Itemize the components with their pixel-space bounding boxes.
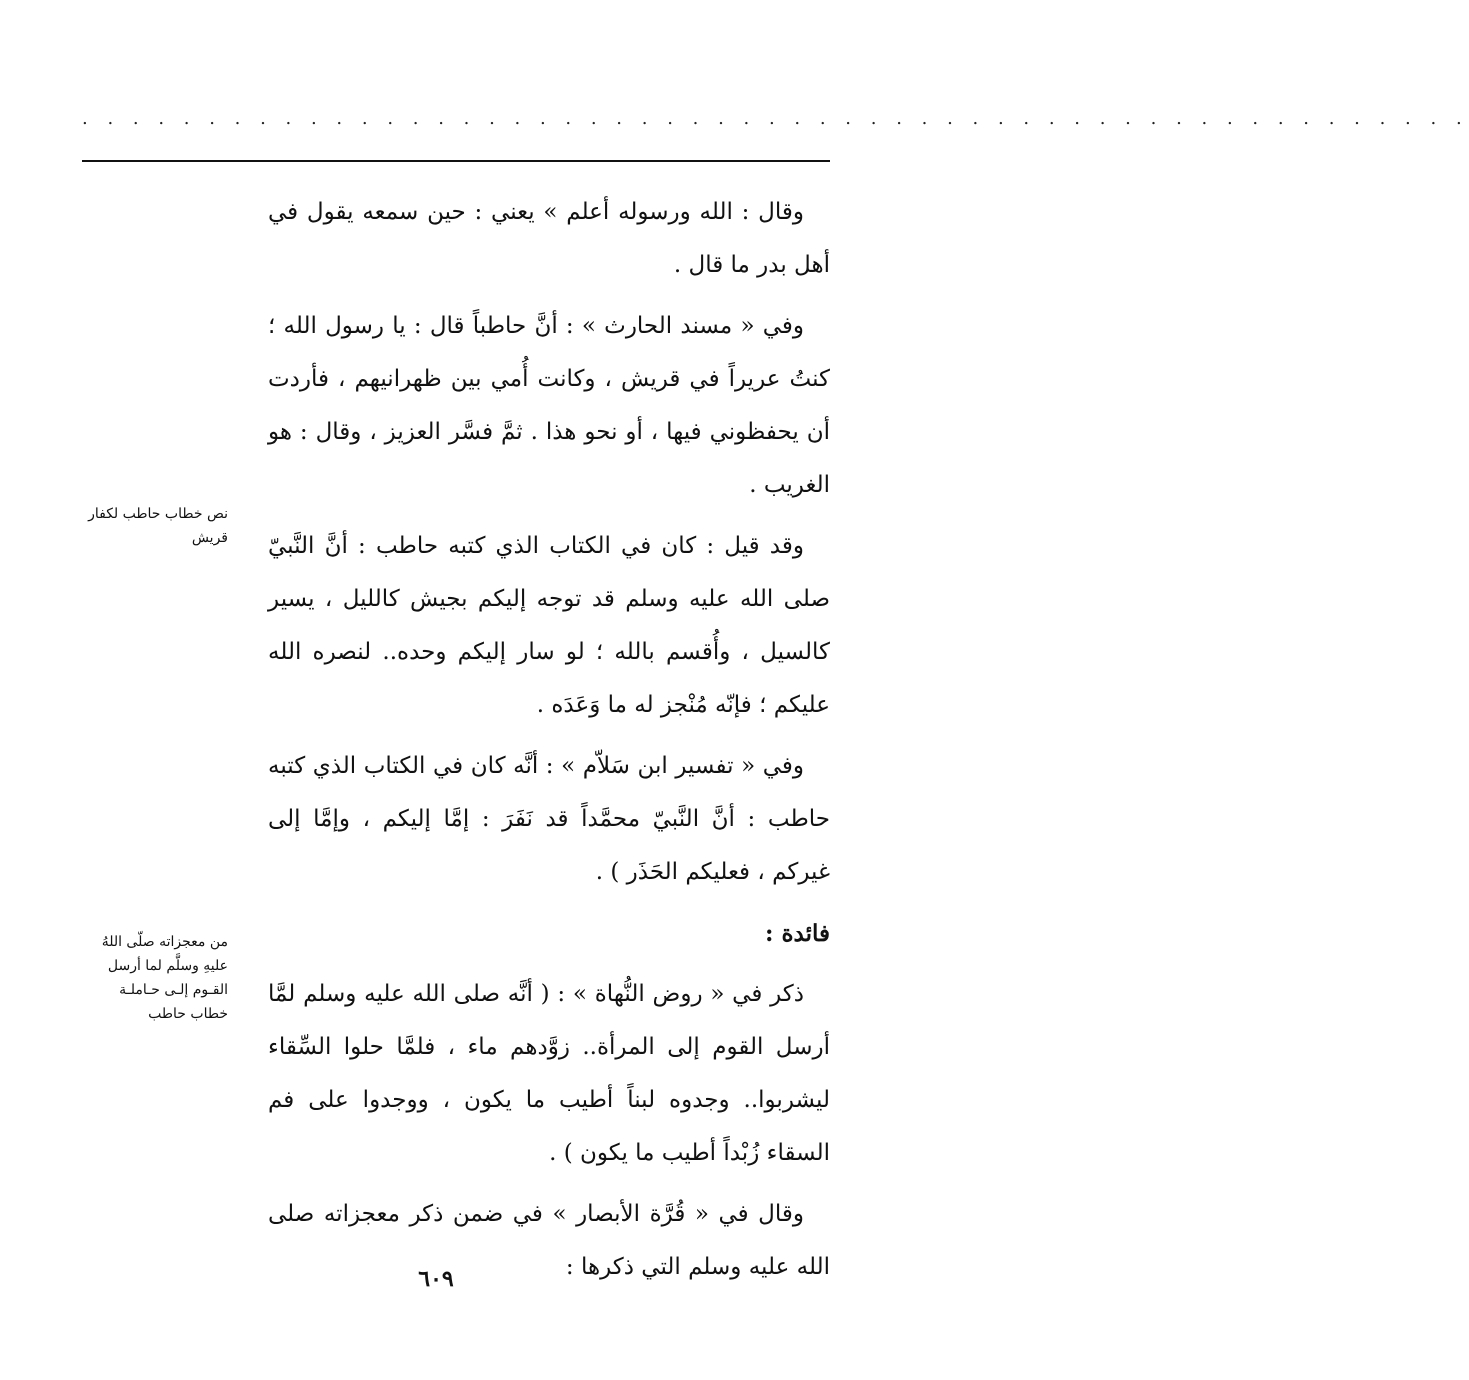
paragraph-1: وقال : الله ورسوله أعلم » يعني : حين سمعه يقول في أهل بدر ما قال .	[268, 199, 830, 278]
main-text-column	[268, 186, 830, 1302]
header-rule	[82, 160, 830, 162]
margin-note-2: من معجزاته صلّى اللهُ عليهِ وسلَّم لما أرسل القـوم إلـى حـاملـة خطاب حاطب	[101, 934, 228, 1022]
paragraph-3: وقد قيل : كان في الكتاب الذي كتبه حاطب : أنَّ النَّبيّ صلى الله عليه وسلم قد توجه إليكم بجيش كالليل ، يسير كالسيل ، وأُقسم بالله ؛ لو سار إليكم وحده.. لنصره الله عليكم ؛ فإنّه مُنْجز له ما وَعَدَه .	[268, 533, 830, 718]
paragraph-4: وفي « تفسير ابن سَلاّم » : أنَّه كان في الكتاب الذي كتبه حاطب : أنَّ النَّبيّ محمَّداً قد نَفَرَ : إمَّا إليكم ، وإمَّا إلى غيركم ، فعليكم الحَذَر ) .	[268, 753, 830, 885]
margin-note-1: نص خطاب حاطب لكفار قريش	[88, 506, 228, 546]
header-dotted-line: . . . . . . . . . . . . . . . . . . . . . . . . . . . . . . . . . . . . . . . . . . . . . . . . . . . . . . .	[82, 108, 1469, 129]
paragraph-6: وقال في « قُرَّة الأبصار » في ضمن ذكر معجزاته صلى الله عليه وسلم التي ذكرها :	[268, 1201, 830, 1280]
page-number: ٦٠٩	[418, 1266, 454, 1292]
paragraph-2: وفي « مسند الحارث » : أنَّ حاطباً قال : يا رسول الله ؛ كنتُ عريراً في قريش ، وكانت أُمي بين ظهرانيهم ، فأردت أن يحفظوني فيها ، أو نحو هذا . ثمَّ فسَّر العزيز ، وقال : هو الغريب .	[268, 313, 830, 498]
paragraph-5: ذكر في « روض النُّهاة » : ( أنَّه صلى الله عليه وسلم لمَّا أرسل القوم إلى المرأة.. زوَّدهم ماء ، فلمَّا حلوا السِّقاء ليشربوا.. وجدوه لبناً أطيب ما يكون ، ووجدوا على فم السقاء زُبْداً أطيب ما يكون ) .	[268, 981, 830, 1166]
section-heading: فائدة :	[764, 920, 830, 947]
